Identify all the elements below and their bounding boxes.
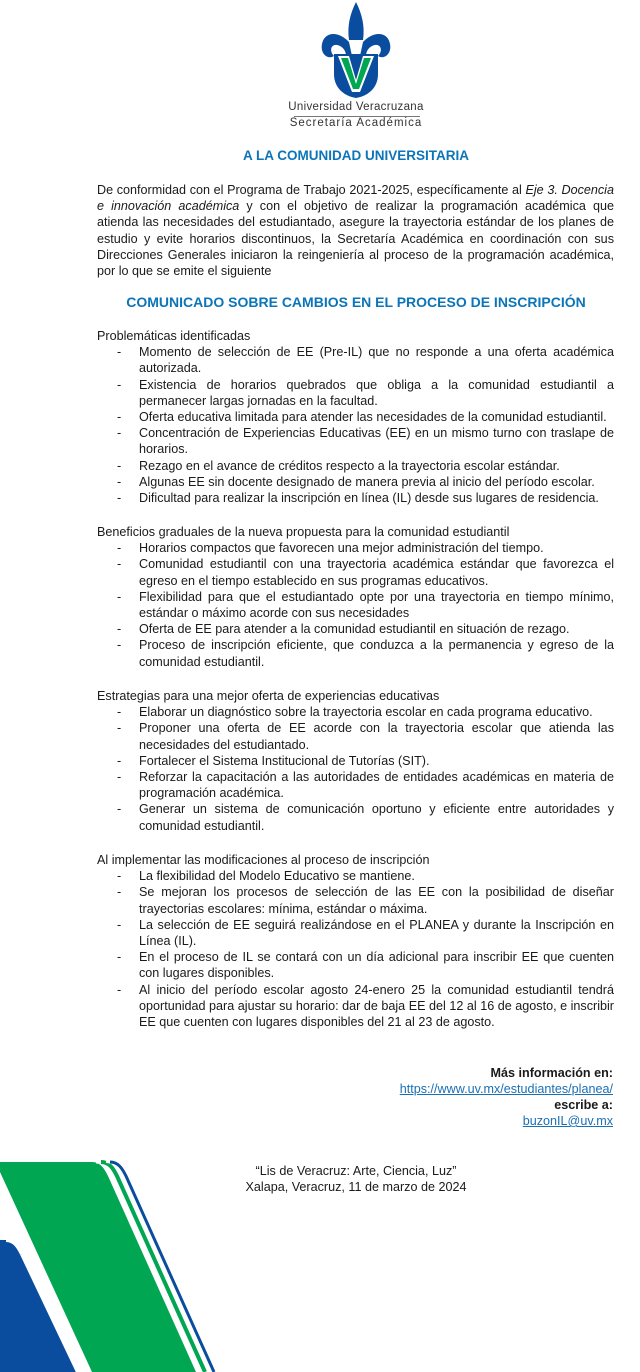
dash-bullet-icon: - bbox=[117, 474, 122, 489]
dash-bullet-icon: - bbox=[117, 869, 122, 884]
intro-paragraph bbox=[97, 182, 614, 279]
list-item: - Concentración de Experiencias Educativas (EE) en un mismo turno con traslape de horarios. bbox=[117, 426, 614, 457]
page-title: A LA COMUNIDAD UNIVERSITARIA bbox=[243, 148, 469, 163]
list-item: - En el proceso de IL se contará con un día adicional para inscribir EE que cuenten con lugares disponibles. bbox=[117, 950, 614, 981]
university-logo bbox=[286, 0, 426, 132]
list-item: - La flexibilidad del Modelo Educativo se mantiene. bbox=[117, 869, 415, 884]
intro-text-2: y con el objetivo de realizar la programación académica que atienda las necesidades del estudiantado, asegure la trayectoria estándar de los planes de estudio y evite horarios discontinuos, la Secretaría Académica en coordinación con sus Direcciones Generales iniciaron la reingeniería al proceso de la programación académica, por lo que se emite el siguiente bbox=[97, 199, 614, 279]
motto: “Lis de Veracruz: Arte, Ciencia, Luz” bbox=[255, 1164, 457, 1178]
list-item: - Proceso de inscripción eficiente, que conduzca a la permanencia y egreso de la comunidad estudiantil. bbox=[117, 638, 614, 669]
intro-text-1: De conformidad con el Programa de Trabajo 2021-2025, específicamente al bbox=[97, 183, 526, 197]
section-strategies bbox=[97, 688, 614, 834]
section-title: Beneficios graduales de la nueva propuesta para la comunidad estudiantil bbox=[97, 525, 510, 539]
communique-title: COMUNICADO SOBRE CAMBIOS EN EL PROCESO DE INSCRIPCIÓN bbox=[126, 294, 586, 310]
dash-bullet-icon: - bbox=[117, 950, 122, 965]
dash-bullet-icon: - bbox=[117, 557, 122, 572]
dash-bullet-icon: - bbox=[117, 885, 122, 900]
list-item: - Rezago en el avance de créditos respecto a la trayectoria escolar estándar. bbox=[117, 458, 560, 473]
intro-emphasis: Eje 3. Docencia e innovación académica bbox=[97, 183, 614, 214]
list-item: - La selección de EE seguirá realizándose en el PLANEA y durante la Inscripción en Línea (IL). bbox=[117, 917, 614, 949]
dash-bullet-icon: - bbox=[117, 638, 122, 653]
section-benefits bbox=[97, 524, 614, 670]
section-title: Problemáticas identificadas bbox=[97, 329, 251, 343]
dash-bullet-icon: - bbox=[117, 589, 122, 604]
dash-bullet-icon: - bbox=[117, 491, 122, 506]
dash-bullet-icon: - bbox=[117, 410, 122, 425]
list-item: - Existencia de horarios quebrados que obliga a la comunidad estudiantil a permanecer largas jornadas en la facultad. bbox=[117, 377, 614, 408]
dash-bullet-icon: - bbox=[117, 982, 122, 997]
university-name: Universidad Veracruzana bbox=[288, 101, 424, 113]
list-item: - Fortalecer el Sistema Institucional de Tutorías (SIT). bbox=[117, 753, 430, 768]
write-to-label: escribe a: bbox=[554, 1098, 613, 1112]
dash-bullet-icon: - bbox=[117, 917, 122, 932]
list-item: - Flexibilidad para que el estudiantado opte por una trayectoria en tiempo mínimo, estándar o máximo acorde con sus necesidades bbox=[117, 589, 614, 621]
bullet-list bbox=[97, 704, 614, 834]
list-item: - Se mejoran los procesos de selección de las EE con la posibilidad de diseñar trayectorias escolares: mínima, estándar o máxima. bbox=[117, 885, 614, 916]
contact-info bbox=[400, 1065, 613, 1129]
list-item: - Dificultad para realizar la inscripción en línea (IL) desde sus lugares de residencia. bbox=[117, 491, 599, 506]
list-item: - Proponer una oferta de EE acorde con la trayectoria escolar que atienda las necesidades del estudiantado. bbox=[117, 721, 614, 752]
fleur-de-lis-icon bbox=[316, 0, 396, 100]
dash-bullet-icon: - bbox=[117, 705, 122, 720]
list-item: - Comunidad estudiantil con una trayectoria académica estándar que favorezca el egreso en el tiempo establecido en sus programas educativos. bbox=[117, 557, 614, 588]
bullet-list bbox=[97, 344, 614, 506]
section-problems bbox=[97, 328, 614, 506]
dash-bullet-icon: - bbox=[117, 802, 122, 817]
dash-bullet-icon: - bbox=[117, 377, 122, 392]
list-item: - Reforzar la capacitación a las autoridades de entidades académicas en materia de programación académica. bbox=[117, 770, 614, 801]
dash-bullet-icon: - bbox=[117, 541, 122, 556]
department-name: Secretaría Académica bbox=[289, 117, 423, 129]
list-item: - Generar un sistema de comunicación oportuno y eficiente entre autoridades y comunidad estudiantil. bbox=[117, 802, 614, 833]
list-item: - Oferta de EE para atender a la comunidad estudiantil en situación de rezago. bbox=[117, 622, 570, 637]
list-item: - Oferta educativa limitada para atender las necesidades de la comunidad estudiantil. bbox=[117, 410, 607, 425]
dash-bullet-icon: - bbox=[117, 770, 122, 785]
dash-bullet-icon: - bbox=[117, 721, 122, 736]
dash-bullet-icon: - bbox=[117, 458, 122, 473]
dash-bullet-icon: - bbox=[117, 622, 122, 637]
dash-bullet-icon: - bbox=[117, 426, 122, 441]
more-info-label: Más información en: bbox=[490, 1066, 613, 1080]
place-date: Xalapa, Veracruz, 11 de marzo de 2024 bbox=[245, 1180, 467, 1194]
section-title: Al implementar las modificaciones al proceso de inscripción bbox=[97, 853, 430, 867]
planea-link[interactable]: https://www.uv.mx/estudiantes/planea/ bbox=[399, 1082, 613, 1096]
section-title: Estrategias para una mejor oferta de experiencias educativas bbox=[97, 689, 440, 703]
dash-bullet-icon: - bbox=[117, 345, 122, 360]
list-item: - Algunas EE sin docente designado de manera previa al inicio del período escolar. bbox=[117, 474, 595, 489]
list-item: - Horarios compactos que favorecen una mejor administración del tiempo. bbox=[117, 541, 544, 556]
bullet-list bbox=[97, 868, 614, 1030]
closing bbox=[0, 1163, 640, 1195]
section-implementation bbox=[97, 852, 614, 1030]
list-item: - Elaborar un diagnóstico sobre la trayectoria escolar en cada programa educativo. bbox=[117, 705, 593, 720]
dash-bullet-icon: - bbox=[117, 753, 122, 768]
list-item: - Momento de selección de EE (Pre-IL) que no responde a una oferta académica autorizada. bbox=[117, 345, 614, 376]
email-link[interactable]: buzonIL@uv.mx bbox=[522, 1114, 613, 1128]
bullet-list bbox=[97, 540, 614, 670]
list-item: - Al inicio del período escolar agosto 24-enero 25 la comunidad estudiantil tendrá oportunidad para ajustar su horario: dar de baja EE del 12 al 16 de agosto, e inscribir EE que cuenten con lugares disponibles del 21 al 23 de agosto. bbox=[117, 982, 614, 1030]
